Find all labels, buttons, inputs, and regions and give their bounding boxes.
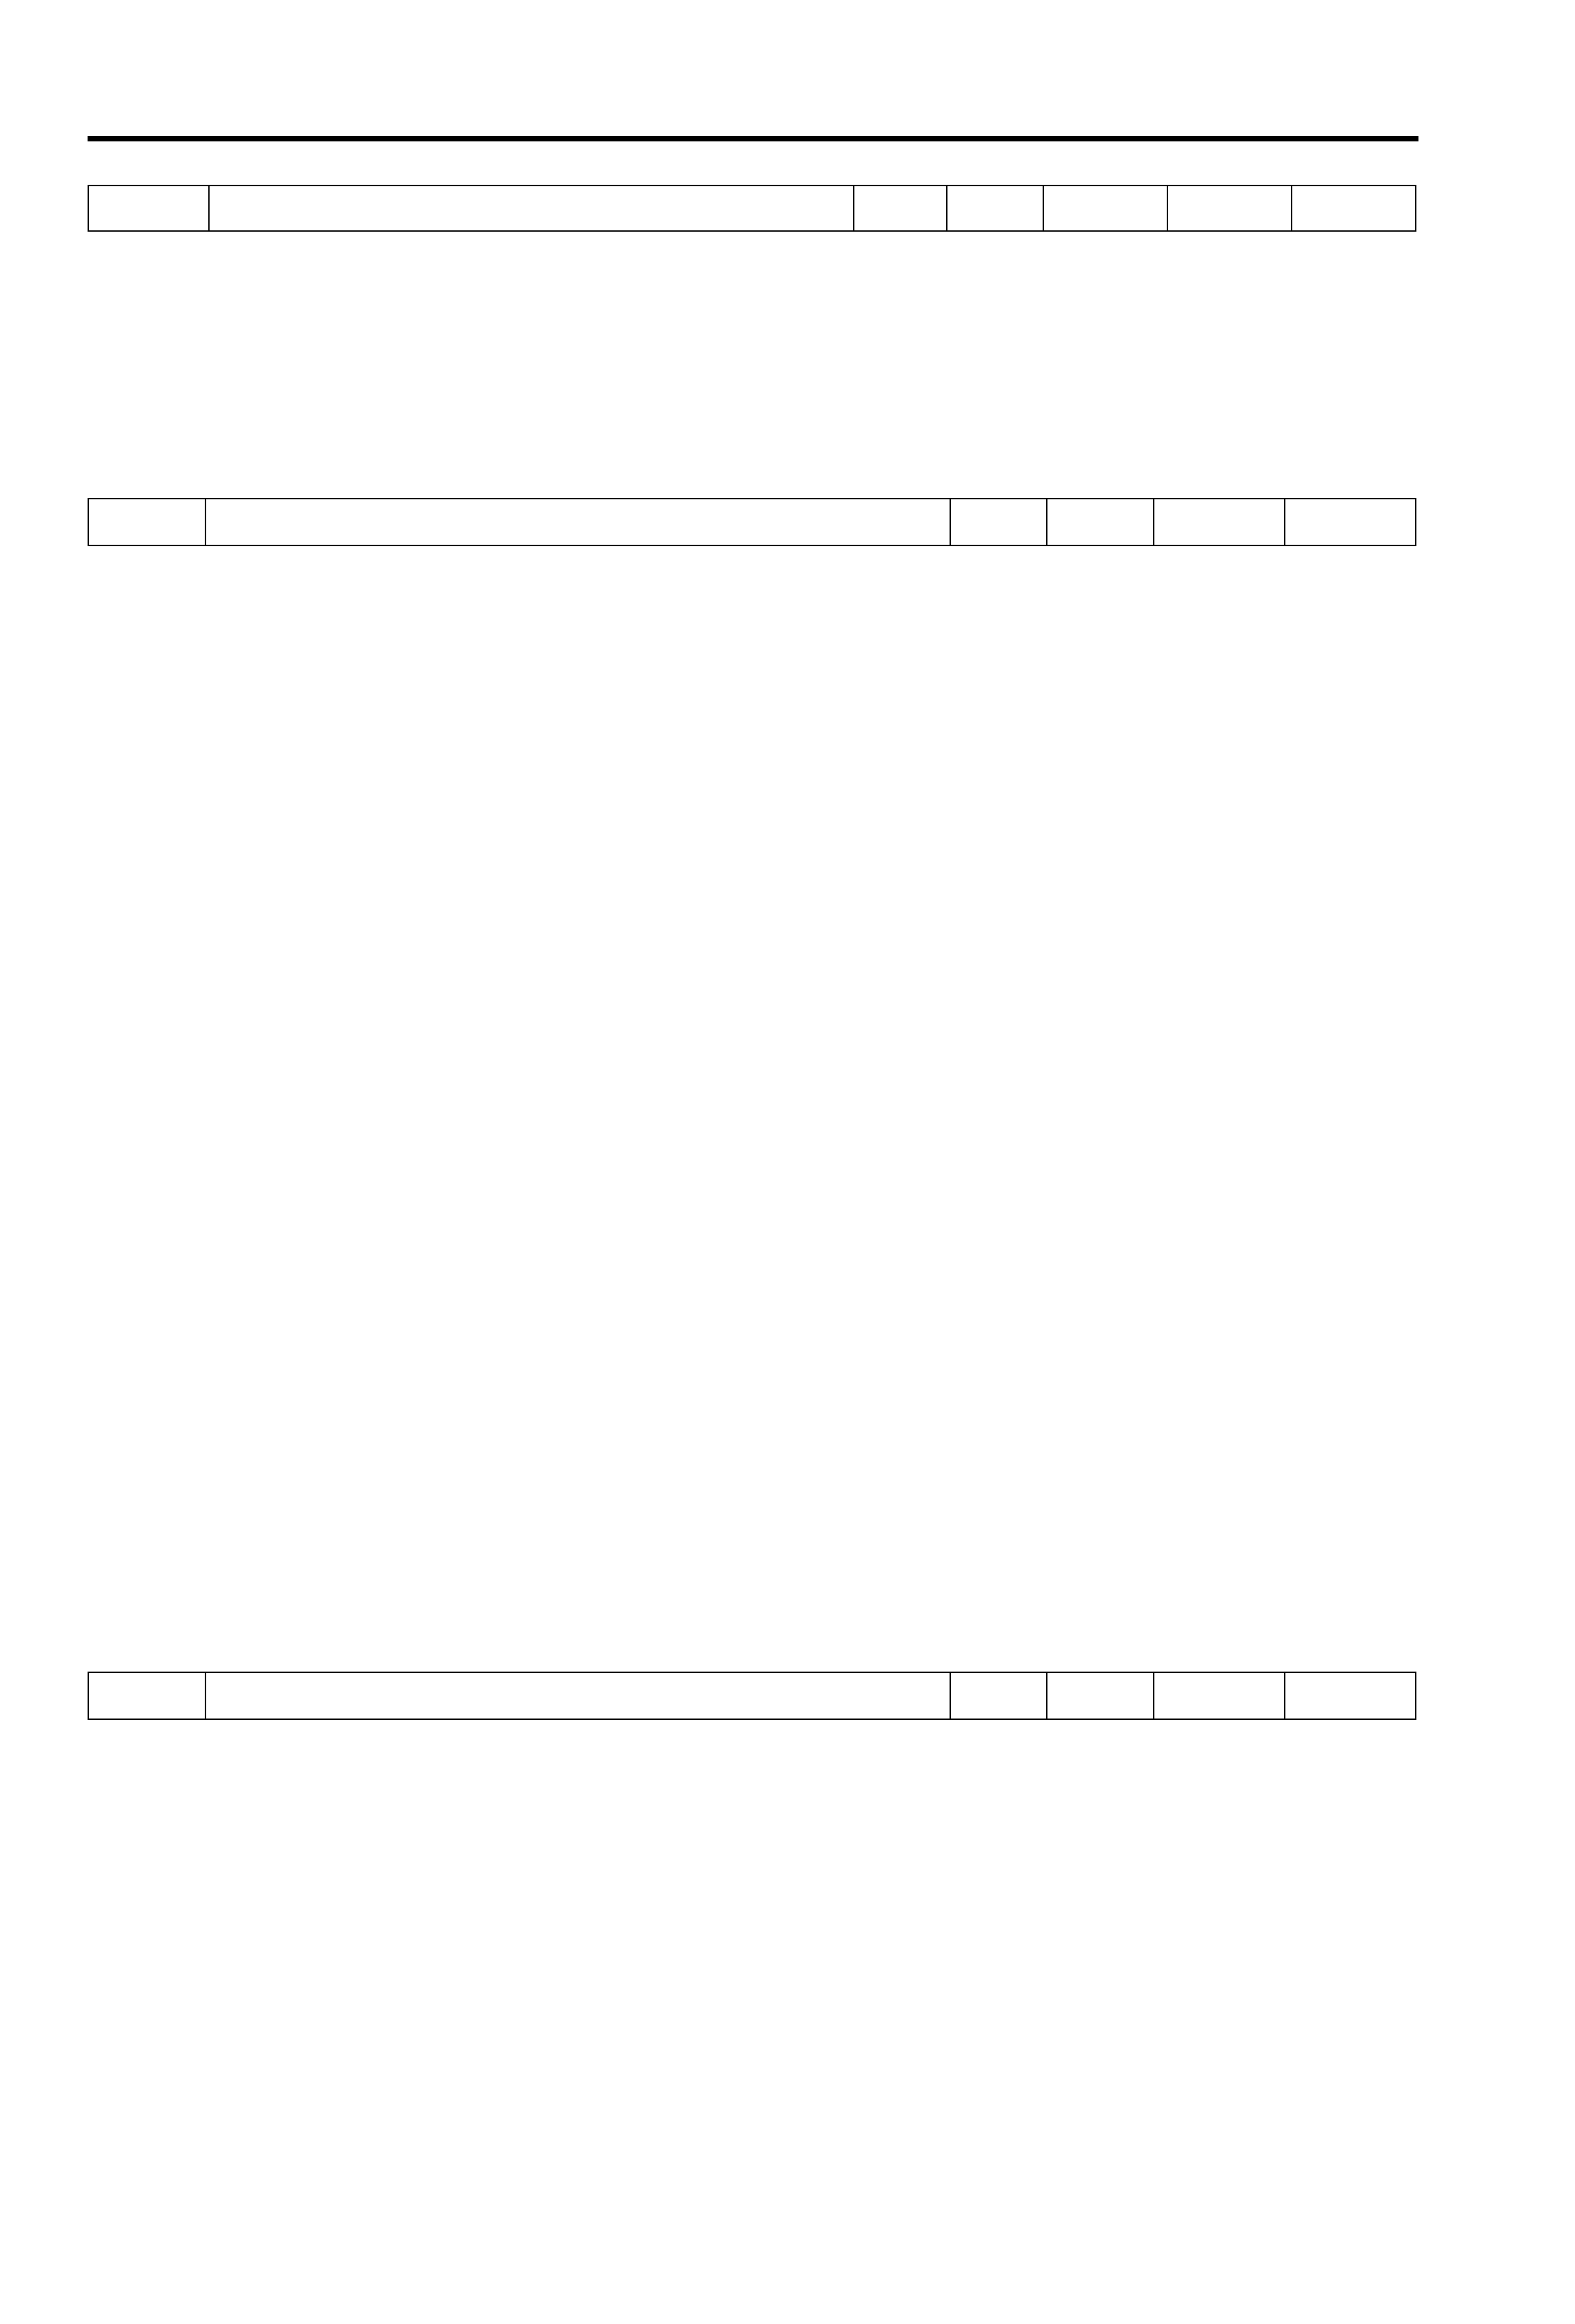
col-header-name: [209, 186, 854, 231]
header-rule: [88, 136, 1418, 141]
col-header-name: [205, 1672, 950, 1719]
col-header-rate-15: [1154, 1672, 1285, 1719]
col-header-price: [1047, 499, 1154, 545]
col-header-rate-10: [1043, 186, 1167, 231]
col-header-unit: [854, 186, 947, 231]
col-header-name: [205, 499, 950, 545]
col-header-code: [88, 499, 205, 545]
resource-table-2: [88, 498, 1416, 546]
col-header-code: [88, 186, 209, 231]
col-header-price: [947, 186, 1043, 231]
col-header-rate-11: [1167, 186, 1292, 231]
col-header-rate-12: [1292, 186, 1416, 231]
col-header-unit: [950, 1672, 1047, 1719]
table-header-row: [88, 499, 1416, 545]
col-header-unit: [950, 499, 1047, 545]
col-header-rate-13: [1154, 499, 1285, 545]
col-header-price: [1047, 1672, 1154, 1719]
resource-table-1: [88, 185, 1416, 232]
table-header-row: [88, 1672, 1416, 1719]
col-header-rate-14: [1285, 499, 1416, 545]
table-header-row: [88, 186, 1416, 231]
col-header-code: [88, 1672, 205, 1719]
col-header-rate-16: [1285, 1672, 1416, 1719]
resource-table-3: [88, 1672, 1416, 1720]
